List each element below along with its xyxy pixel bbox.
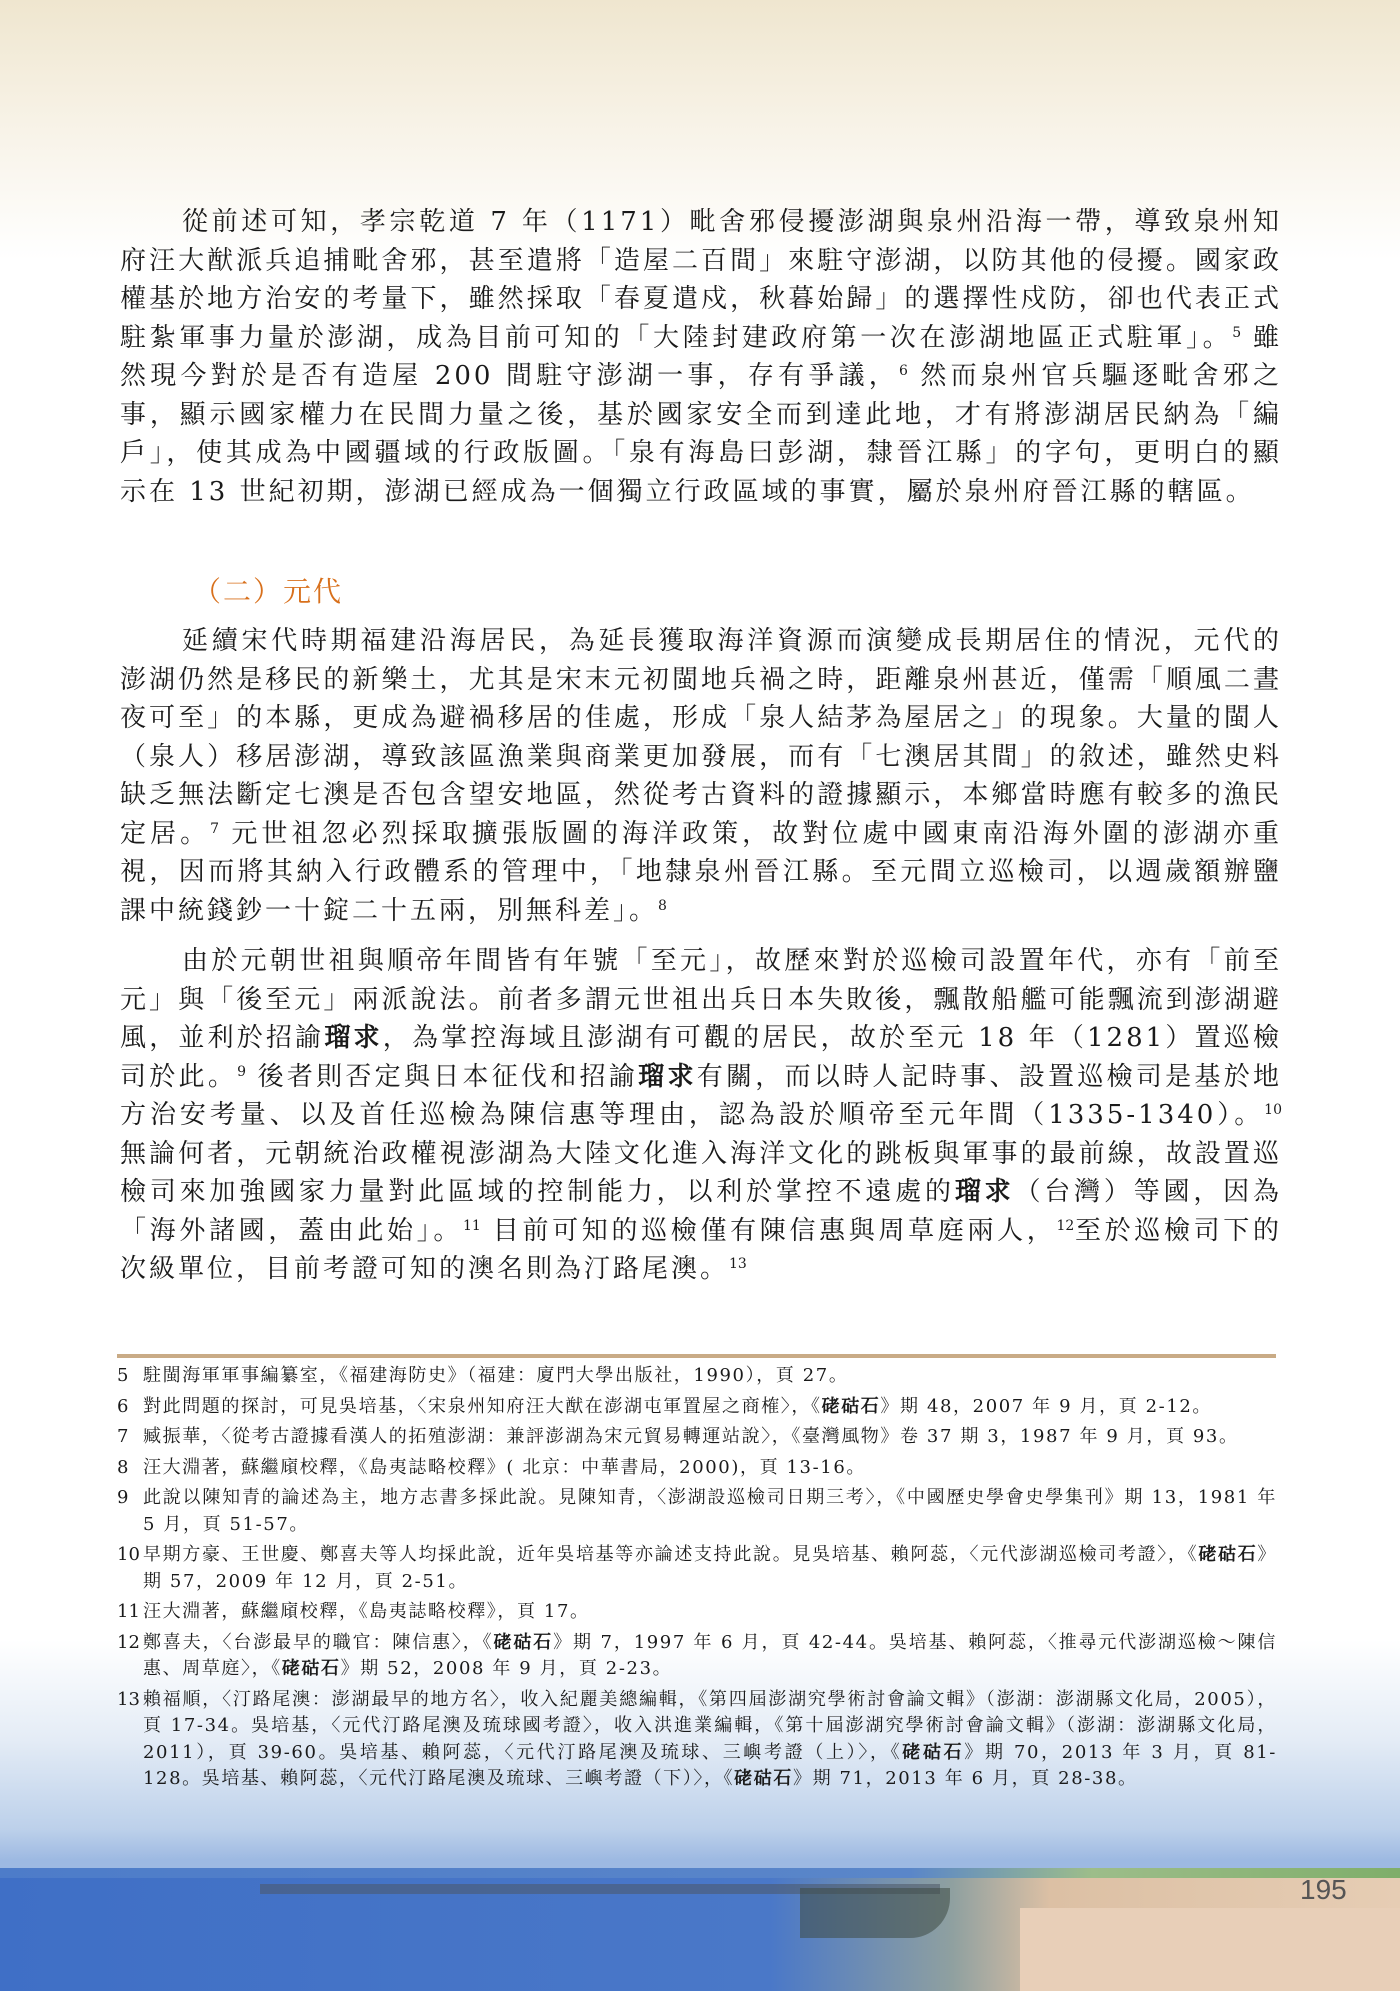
footnote-number: 10	[117, 1544, 140, 1565]
text-run: 此說以陳知青的論述為主，地方志書多採此說。見陳知青，〈澎湖設巡檢司日期三考〉，《中國歷史學會史學集刊》期 13，1981 年 5 月，頁 51-57。	[143, 1487, 1277, 1535]
text-run: 無論何者，元朝統治政權視澎湖為大陸文化進入海洋文化的跳板與軍事的最前線，故設置巡檢司來加強國家力量對此區域的控制能力，以利於掌控不遠處的	[120, 1138, 1282, 1207]
emphasis-text: 瑠求	[324, 1023, 383, 1053]
footnotes	[117, 1363, 1277, 1797]
photo-horizon	[0, 1868, 1400, 1878]
text-run: 從前述可知，孝宗乾道 7 年（1171）毗舍邪侵擾澎湖與泉州沿海一帶，導致泉州知府汪大猷派兵追捕毗舍邪，甚至遣將「造屋二百間」來駐守澎湖，以防其他的侵擾。國家政權基於地方治安的考量下，雖然採取「春夏遣戍，秋暮始歸」的選擇性戍防，卻也代表正式駐紮軍事力量於澎湖，成為目前可知的「大陸封建政府第一次在澎湖地區正式駐軍」。	[120, 207, 1282, 353]
footnote-ref[interactable]: 11	[463, 1217, 481, 1234]
footnote-ref[interactable]: 9	[237, 1063, 247, 1080]
emphasis-text: 硓𥑮石	[281, 1658, 341, 1679]
paragraph-yuan-migration	[120, 622, 1282, 930]
text-run: 然而泉州官兵驅逐毗舍邪之事，顯示國家權力在民間力量之後，基於國家安全而到達此地，才有將澎湖居民納為「編戶」，使其成為中國疆域的行政版圖。「泉有海島曰彭湖，隸晉江縣」的字句，更明白的顯示在 13 世紀初期，澎湖已經成為一個獨立行政區域的事實，屬於泉州府晉江縣的轄區。	[120, 361, 1283, 507]
footnote-12	[117, 1630, 1277, 1683]
text-run: 賴福順，〈汀路尾澳：澎湖最早的地方名〉，收入紀麗美總編輯，《第四屆澎湖究學術討會論文輯》（澎湖：澎湖縣文化局，2005），頁 17-34。吳培基，〈元代汀路尾澳及琉球國考證〉，收入洪進業編輯，《第十屆澎湖究學術討會論文輯》（澎湖：澎湖縣文化局，2011），頁 39-60。吳培基、賴阿蕊，〈元代汀路尾澳及琉球、三嶼考證（上）〉，《	[143, 1688, 1277, 1763]
emphasis-text: 硓𥑮石	[493, 1631, 554, 1653]
text-run: 對此問題的探討，可見吳培基，〈宋泉州知府汪大猷在澎湖屯軍置屋之商榷〉，《	[143, 1395, 822, 1417]
text-run: 由於元朝世祖與順帝年間皆有年號「至元」，故歷來對於巡檢司設置年代，亦有「前至元」與「後至元」兩派說法。前者多謂元世祖出兵日本失敗後，飄散船艦可能飄流到澎湖避風，並利於招諭	[120, 946, 1282, 1053]
footnote-number: 8	[117, 1456, 129, 1478]
footnote-text	[143, 1687, 1277, 1793]
text-run: 至於巡檢司下的次級單位，目前考證可知的澳名則為汀路尾澳。	[120, 1215, 1282, 1284]
footnote-text	[143, 1455, 1277, 1482]
text-run: 》期 7，1997 年 6 月，頁 42-44。吳培基、賴阿蕊，〈推尋元代澎湖巡檢～陳信惠、周草庭〉，《	[143, 1631, 1277, 1679]
text-run: 》期 52，2008 年 9 月，頁 2-23。	[340, 1658, 673, 1679]
footnote-divider	[117, 1354, 1276, 1358]
text-run: 》期 70，2013 年 3 月，頁 81-128。吳培基、賴阿蕊，〈元代汀路尾澳及琉球、三嶼考證（下）〉，《	[143, 1741, 1277, 1789]
paragraph-text	[120, 942, 1282, 1289]
text-run: 元世祖忽必烈採取擴張版圖的海洋政策，故對位處中國東南沿海外圍的澎湖亦重視，因而將其納入行政體系的管理中，「地隸泉州晉江縣。至元間立巡檢司，以週歲額辦鹽課中統錢鈔一十錠二十五兩，別無科差」。	[120, 818, 1282, 926]
text-run: 臧振華，〈從考古證據看漢人的拓殖澎湖：兼評澎湖為宋元貿易轉運站說〉，《臺灣風物》卷 37 期 3，1987 年 9 月，頁 93。	[143, 1426, 1239, 1447]
text-run: ，為掌控海域且澎湖有可觀的居民，故於至元 18 年（1281）置巡檢司於此。	[120, 1023, 1282, 1092]
emphasis-text: 瑠求	[954, 1177, 1015, 1207]
footnote-number: 11	[117, 1601, 140, 1622]
footnote-number: 6	[117, 1395, 129, 1417]
footnote-9	[117, 1485, 1277, 1538]
emphasis-text: 硓𥑮石	[1198, 1544, 1258, 1565]
footnote-number: 7	[117, 1426, 129, 1447]
photo-beach	[1020, 1908, 1400, 1991]
text-run: （台灣）等國，因為「海外諸國，蓋由此始」。	[120, 1177, 1282, 1246]
footnote-5	[117, 1363, 1277, 1390]
footnote-8	[117, 1455, 1277, 1482]
emphasis-text: 硓𥑮石	[821, 1395, 881, 1417]
text-run: 》期 48，2007 年 9 月，頁 2-12。	[880, 1395, 1213, 1417]
page-number: 195	[1300, 1874, 1347, 1905]
text-run: 》期 57，2009 年 12 月，頁 2-51。	[143, 1544, 1277, 1592]
coastal-photo-banner	[0, 1868, 1400, 1991]
footnote-ref[interactable]: 8	[658, 897, 667, 914]
footnote-number: 5	[117, 1365, 129, 1386]
footnote-number: 12	[117, 1631, 140, 1653]
footnote-text	[143, 1394, 1277, 1421]
footnote-ref[interactable]: 6	[899, 363, 908, 379]
footnote-number: 13	[117, 1688, 140, 1710]
text-run: 後者則否定與日本征伐和招諭	[246, 1061, 639, 1092]
photo-headland	[800, 1888, 950, 1938]
footnote-text	[143, 1363, 1277, 1390]
text-run: 》期 71，2013 年 6 月，頁 28-38。	[792, 1768, 1138, 1789]
text-run: 延續宋代時期福建沿海居民，為延長獲取海洋資源而演變成長期居住的情況，元代的澎湖仍然是移民的新樂土，尤其是宋末元初閩地兵禍之時，距離泉州甚近，僅需「順風二晝夜可至」的本縣，更成為避禍移居的佳處，形成「泉人結茅為屋居之」的現象。大量的閩人（泉人）移居澎湖，導致該區漁業與商業更加發展，而有「七澳居其間」的敘述，雖然史料缺乏無法斷定七澳是否包含望安地區，然從考古資料的證據顯示，本鄉當時應有較多的漁民定居。	[120, 626, 1282, 849]
text-run: 汪大淵著，蘇繼廎校釋，《島夷誌略校釋》( 北京：中華書局，2000)，頁 13-16。	[143, 1456, 866, 1478]
footnote-11	[117, 1599, 1277, 1626]
footnote-7	[117, 1424, 1277, 1451]
footnote-text	[143, 1630, 1277, 1683]
text-run: 早期方豪、王世慶、鄭喜夫等人均採此說，近年吳培基等亦論述支持此說。見吳培基、賴阿蕊，〈元代澎湖巡檢司考證〉，《	[143, 1544, 1199, 1565]
footnote-13	[117, 1687, 1277, 1793]
footnote-number: 9	[117, 1487, 129, 1508]
footnote-ref[interactable]: 10	[1264, 1102, 1282, 1118]
text-run: 目前可知的巡檢僅有陳信惠與周草庭兩人，	[480, 1215, 1057, 1246]
footnote-ref[interactable]: 12	[1056, 1217, 1075, 1234]
paragraph-patrol-office	[120, 942, 1282, 1289]
text-run: 汪大淵著，蘇繼廎校釋，《島夷誌略校釋》，頁 17。	[143, 1601, 590, 1622]
text-run: 鄭喜夫，〈台澎最早的職官：陳信惠〉，《	[143, 1631, 494, 1653]
section-heading-yuan: （二）元代	[193, 575, 344, 608]
text-run: 駐閩海軍軍事編纂室，《福建海防史》（福建：廈門大學出版社，1990），頁 27。	[143, 1365, 849, 1386]
paragraph-song-garrison	[120, 203, 1282, 511]
footnote-text	[143, 1424, 1277, 1451]
footnote-ref[interactable]: 7	[210, 820, 220, 837]
footnote-ref[interactable]: 5	[1232, 324, 1242, 341]
footnote-6	[117, 1394, 1277, 1421]
paragraph-text	[120, 203, 1282, 511]
footnote-text	[143, 1485, 1277, 1538]
paragraph-text	[120, 622, 1282, 930]
footnote-10	[117, 1542, 1277, 1595]
footnote-text	[143, 1599, 1277, 1626]
text-run: 有關，而以時人記時事、設置巡檢司是基於地方治安考量、以及首任巡檢為陳信惠等理由，認為設於順帝至元年間（1335-1340）。	[120, 1061, 1282, 1130]
text-run: 雖然現今對於是否有造屋 200 間駐守澎湖一事，存有爭議，	[120, 322, 1282, 391]
footnote-text	[143, 1542, 1277, 1595]
emphasis-text: 硓𥑮石	[734, 1768, 793, 1789]
footnote-ref[interactable]: 13	[729, 1256, 747, 1272]
emphasis-text: 瑠求	[638, 1061, 697, 1092]
emphasis-text: 硓𥑮石	[902, 1741, 965, 1763]
